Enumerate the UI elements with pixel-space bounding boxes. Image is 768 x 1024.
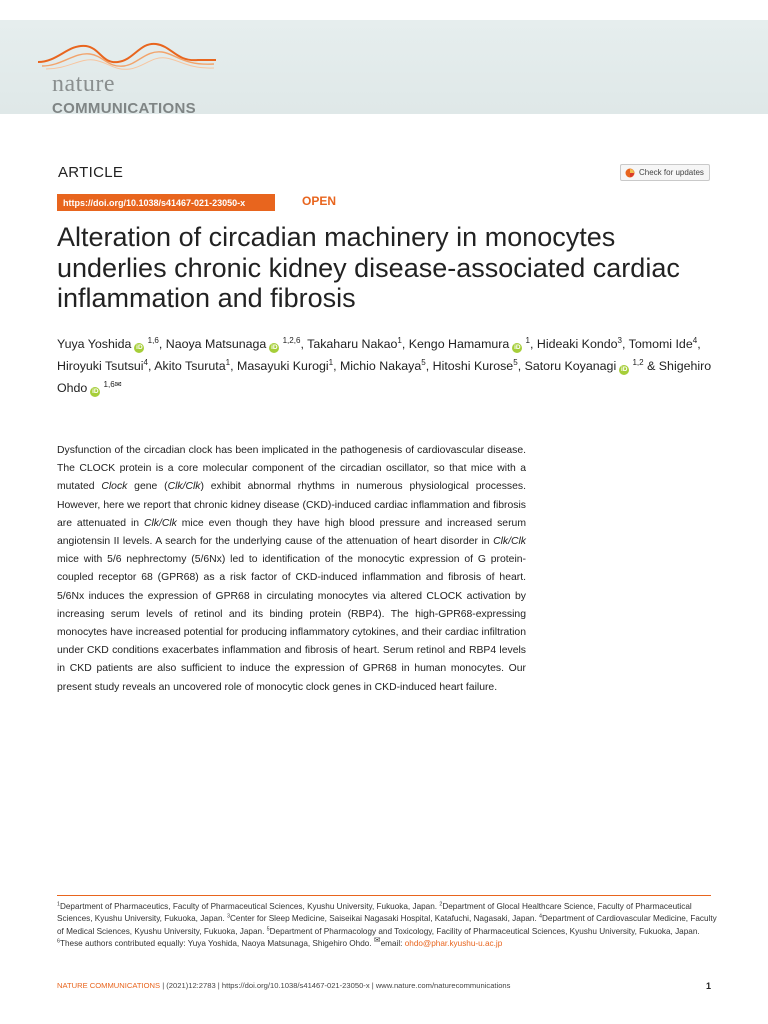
affiliation-sup: 3 bbox=[227, 913, 231, 920]
abstract-text: ) exhibit abnormal rhythms in numerous physiological processes. However, here we report that chronic kidney disease (CKD)-induced cardiac inflammation and fibrosis are attenuated in bbox=[57, 481, 526, 529]
author-affiliation-sup: 1 bbox=[328, 357, 334, 367]
abstract-text: Dysfunction of the circadian clock has been implicated in the pathogenesis of cardiovascular disease. The CLOCK protein is a core molecular component of the circadian oscillator, so that mice with a mutated bbox=[57, 445, 526, 493]
email-prefix: email: bbox=[380, 939, 405, 949]
author-name: Akito Tsuruta bbox=[154, 359, 226, 373]
affiliation-sup: 2 bbox=[439, 901, 443, 908]
author-affiliation-sup: 4 bbox=[692, 335, 698, 345]
abstract-text: mice with 5/6 nephrectomy (5/6Nx) led to identification of the monocytic expression of G protein-coupled receptor 68 (GPR68) as a risk factor of CKD-induced inflammation and fibrosis of heart. 5/6Nx induces the expression of GPR68 in circulating monocytes via altered CLOCK activation by increasing serum levels of retinol and its binding protein (RBP4). The high-GPR68-expressing monocytes have increased potential for producing inflammatory cytokines, and their cardiac infiltration under CKD conditions exacerbates inflammation and fibrosis of heart. Serum retinol and RBP4 levels in CKD patients are also sufficient to induce the expression of GPR68 in human monocytes. Our present study reveals an uncovered role of monocytic clock genes in CKD-induced heart failure. bbox=[57, 554, 526, 693]
orcid-icon[interactable]: iD bbox=[92, 388, 99, 395]
author-affiliation-sup: 5 bbox=[513, 357, 518, 367]
footer-citation-text: | (2021)12:2783 | https://doi.org/10.1038/s41467-021-23050-x | www.nature.com/naturecommunications bbox=[160, 981, 511, 990]
open-access-label: OPEN bbox=[302, 194, 337, 208]
email-envelope-icon: ✉ bbox=[373, 935, 381, 945]
affiliation-text: These authors contributed equally: Yuya Yoshida, Naoya Matsunaga, Shigehiro Ohdo. bbox=[59, 939, 374, 949]
corresponding-email-link[interactable]: ohdo@phar.kyushu-u.ac.jp bbox=[404, 939, 503, 949]
author-name: Naoya Matsunaga bbox=[165, 337, 267, 351]
logo-nature: nature bbox=[52, 71, 115, 97]
author-name: Hitoshi Kurose bbox=[432, 359, 514, 373]
author-name: Yuya Yoshida bbox=[57, 337, 132, 351]
abstract-italic: Clock bbox=[101, 481, 128, 493]
page-number: 1 bbox=[705, 981, 711, 991]
footer-citation bbox=[57, 981, 510, 991]
affiliation-text: Department of Cardiovascular Medicine, Faculty of Medical Sciences, Kyushu University, Fukuoka, Japan. bbox=[57, 914, 717, 936]
footnote-divider bbox=[57, 895, 711, 896]
author-affiliation-sup: 5 bbox=[421, 357, 426, 367]
abstract bbox=[57, 442, 526, 697]
author-affiliation-sup: 1 bbox=[523, 335, 531, 345]
author-name: Tomomi Ide bbox=[628, 337, 693, 351]
affiliation-text: Center for Sleep Medicine, Saiseikai Nagasaki Hospital, Katafuchi, Nagasaki, Japan. bbox=[230, 914, 540, 924]
orcid-icon[interactable]: iD bbox=[514, 344, 521, 351]
affiliation-sup: 4 bbox=[539, 913, 542, 920]
abstract-italic: Clk/Clk bbox=[143, 517, 177, 529]
author-affiliation-sup: 1,2 bbox=[630, 357, 644, 367]
author-affiliation-sup: 3 bbox=[617, 335, 622, 345]
author-name: Michio Nakaya bbox=[339, 359, 422, 373]
affiliation-sup: 6 bbox=[57, 938, 60, 945]
orcid-icon[interactable]: iD bbox=[620, 366, 628, 373]
author-name: Kengo Hamamura bbox=[408, 337, 510, 351]
author-affiliation-sup: 1,2,6 bbox=[280, 335, 301, 345]
author-name: Satoru Koyanagi bbox=[524, 359, 617, 373]
abstract-text: mice even though they have high blood pressure and increased serum angiotensin II levels. A search for the underlying cause of the attenuation of heart disorder in bbox=[57, 517, 526, 548]
author-name: Masayuki Kurogi bbox=[237, 359, 329, 373]
journal-header bbox=[0, 20, 768, 117]
abstract-italic: Clk/Clk bbox=[167, 481, 201, 493]
orcid-icon[interactable]: iD bbox=[271, 344, 278, 351]
author-name: Hiroyuki Tsutsui bbox=[57, 359, 144, 373]
logo-communications: COMMUNICATIONS bbox=[52, 100, 196, 117]
author-affiliation-sup: 1,6✉ bbox=[101, 379, 122, 389]
affiliation-text: Department of Pharmaceutics, Faculty of Pharmaceutical Sciences, Kyushu University, Fukuoka, Japan. bbox=[59, 902, 440, 911]
author-affiliation-sup: 1 bbox=[397, 335, 402, 345]
footer-journal: NATURE COMMUNICATIONS bbox=[57, 981, 161, 990]
affiliation-sup: 1 bbox=[57, 901, 60, 908]
affiliations bbox=[57, 901, 717, 951]
orcid-icon[interactable]: iD bbox=[136, 344, 143, 351]
abstract-italic: Clk/Clk bbox=[493, 536, 526, 548]
article-title: Alteration of circadian machinery in monocytes underlies chronic kidney disease-associated cardiac inflammation and fibrosis bbox=[57, 222, 680, 313]
author-affiliation-sup: 1 bbox=[225, 357, 231, 367]
doi-link[interactable]: https://doi.org/10.1038/s41467-021-23050-x bbox=[57, 194, 275, 211]
check-updates-icon bbox=[625, 168, 635, 178]
check-for-updates-button[interactable] bbox=[620, 164, 710, 181]
page-footer bbox=[57, 981, 711, 991]
check-for-updates-label: Check for updates bbox=[639, 168, 704, 177]
author-name: Takaharu Nakao bbox=[307, 337, 398, 351]
affiliation-text: Department of Pharmacology and Toxicology, Facility of Pharmaceutical Sciences, Kyushu University, Fukuoka, Japan. bbox=[269, 926, 700, 936]
author-name: Hideaki Kondo bbox=[536, 337, 618, 351]
affiliation-sup: 5 bbox=[266, 926, 270, 933]
author-affiliation-sup: 4 bbox=[143, 357, 149, 367]
author-affiliation-sup: 1,6 bbox=[145, 335, 159, 345]
abstract-text: gene ( bbox=[127, 481, 168, 493]
article-type: ARTICLE bbox=[58, 164, 124, 181]
affiliation-text: Department of Glocal Healthcare Science, Faculty of Pharmaceutical Sciences, Kyushu University, Fukuoka, Japan. bbox=[57, 902, 692, 924]
author-list: Yuya Yoshida iD $^{1,6}$, Naoya Matsunaga iD $^{1,2,6}$, Takaharu Nakao$^1$, Kengo Hamamura iD $^1$, Hideaki Kondo$^3$, Tomomi Ide$^4$, Hiroyuki Tsutsui$^4$, Akito Tsuruta$^1$, Masayuki Kurogi$^1$, Michio Nakaya$^5$, Hitoshi Kurose$^5$, Satoru Koyanagi iD $^{1,2}$ & Shigehiro Ohdo iD $^{1,6✉}$ bbox=[57, 335, 712, 395]
author-name: Shigehiro Ohdo bbox=[57, 359, 712, 395]
